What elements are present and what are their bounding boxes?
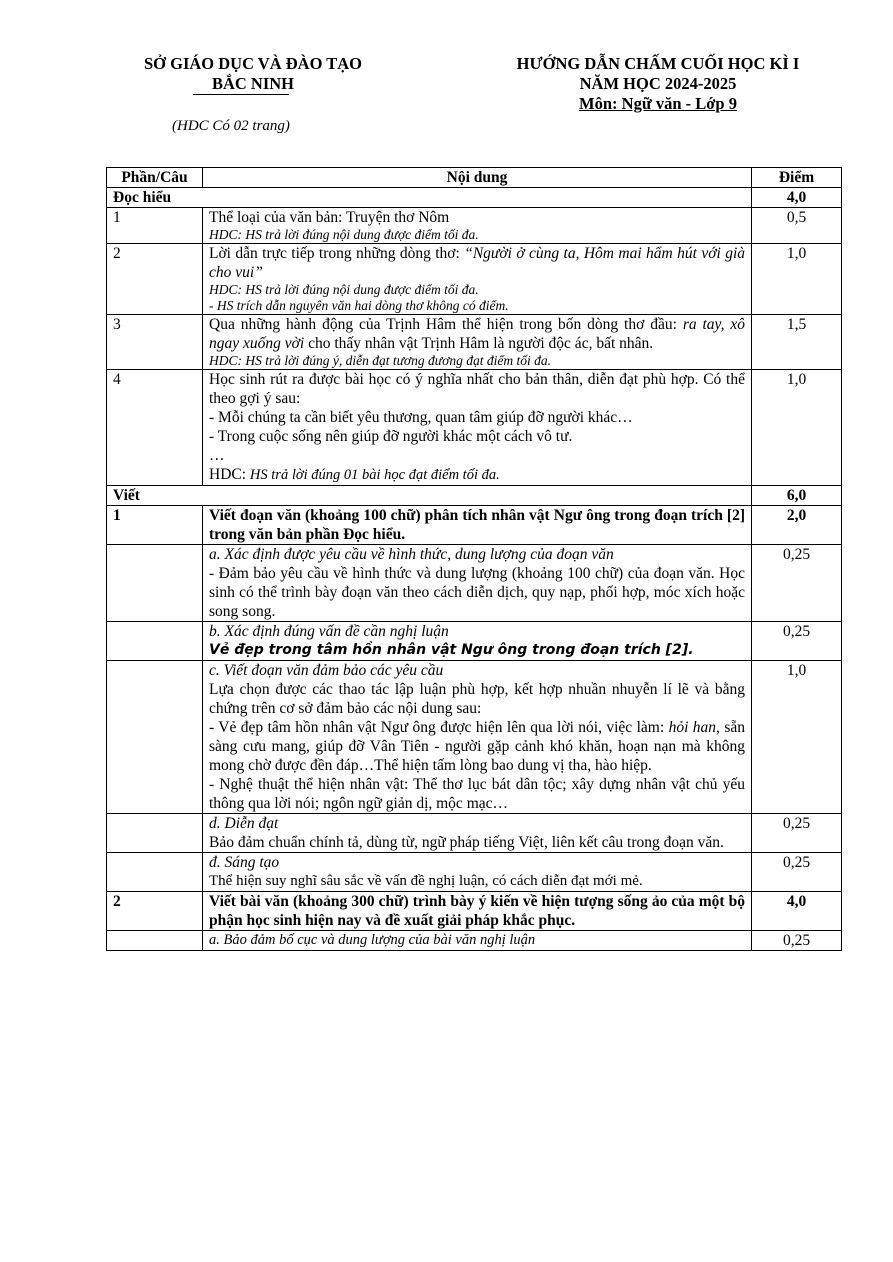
poem-quote: “Người ở cùng ta, Hôm mai hẩm hút với già cho vui”: [209, 245, 745, 281]
table-row: [107, 814, 842, 853]
question-number: 2: [107, 892, 203, 931]
document-title: [478, 54, 838, 114]
criterion-score: 0,25: [752, 545, 842, 622]
question-score: 0,5: [752, 208, 842, 244]
question-score: 1,0: [752, 244, 842, 315]
criterion-score: 0,25: [752, 622, 842, 661]
grading-note: HDC: HS trả lời đúng nội dung được điểm tối đa.: [209, 227, 479, 242]
page-count-note: (HDC Có 02 trang): [172, 118, 290, 134]
criterion-content: [203, 853, 752, 892]
subject-line: [478, 94, 838, 114]
grading-note-prefix: HDC:: [209, 466, 250, 483]
question-score: 1,5: [752, 315, 842, 370]
criterion-text: Thể hiện suy nghĩ sâu sắc về vấn đề nghị luận, có cách diễn đạt mới mẻ.: [209, 873, 643, 889]
criterion-content: [203, 931, 752, 951]
answer-text: Lời dẫn trực tiếp trong những dòng thơ:: [209, 245, 465, 262]
criterion-content: [203, 545, 752, 622]
section-score: 6,0: [752, 486, 842, 506]
table-row: [107, 545, 842, 622]
criterion-text: Lựa chọn được các thao tác lập luận phù hợp, kết hợp nhuần nhuyễn lí lẽ và bằng chứng trên cơ sở đảm bảo các nội dung sau:: [209, 681, 745, 717]
table-row: [107, 931, 842, 951]
criterion-title: a. Xác định được yêu cầu về hình thức, dung lượng của đoạn văn: [209, 546, 614, 563]
criterion-title: d. Diễn đạt: [209, 815, 279, 832]
table-row: [107, 661, 842, 814]
answer-text: …: [209, 447, 225, 464]
question-score: 4,0: [752, 892, 842, 931]
criterion-text: , sẵn sàng cưu mang, giúp đỡ Vân Tiên - người gặp cảnh khó khăn, hoạn nạn mà không mong chờ được đền đáp…Thể hiện tấm lòng bao dung vị tha, hào hiệp.: [209, 719, 745, 774]
question-content: [203, 315, 752, 370]
table-header-row: [107, 168, 842, 188]
header-part: Phần/Câu: [107, 168, 203, 188]
subject-text: Môn: Ngữ văn - Lớp 9: [579, 94, 737, 113]
criterion-text: - Vẻ đẹp tâm hồn nhân vật Ngư ông được hiện lên qua lời nói, việc làm:: [209, 719, 669, 736]
grading-note: HS trả lời đúng 01 bài học đạt điểm tối đa.: [249, 467, 500, 483]
question-content: [203, 370, 752, 486]
answer-text: - Mỗi chúng ta cần biết yêu thương, quan tâm giúp đỡ người khác…: [209, 409, 633, 426]
answer-text: cho thấy nhân vật Trịnh Hâm là người độc ác, bất nhân.: [304, 335, 654, 352]
answer-text: Qua những hành động của Trịnh Hâm thể hiện trong bốn dòng thơ đầu:: [209, 316, 683, 333]
grading-note: HDC: HS trả lời đúng nội dung được điểm tối đa.: [209, 282, 479, 297]
criterion-text: - Đảm bảo yêu cầu về hình thức và dung lượng (khoảng 100 chữ) của đoạn văn. Học sinh có thể trình bày đoạn văn theo cách diễn dịch, quy nạp, phối hợp, móc xích hoặc song song.: [209, 565, 745, 620]
table-row: [107, 892, 842, 931]
question-number: 4: [107, 370, 203, 486]
criterion-content: [203, 661, 752, 814]
question-content: [203, 208, 752, 244]
header-score: Điểm: [752, 168, 842, 188]
org-underline: [193, 94, 289, 95]
criterion-title: b. Xác định đúng vấn đề cần nghị luận: [209, 623, 449, 640]
question-number: 3: [107, 315, 203, 370]
criterion-emphasis: hỏi han: [668, 719, 717, 736]
header-content: Nội dung: [203, 168, 752, 188]
criterion-score: 0,25: [752, 814, 842, 853]
question-title: Viết bài văn (khoảng 300 chữ) trình bày ý kiến về hiện tượng sống ảo của một bộ phận học sinh hiện nay và đề xuất giải pháp khắc phục.: [203, 892, 752, 931]
question-number: 2: [107, 244, 203, 315]
question-number: 1: [107, 506, 203, 545]
table-row: [107, 622, 842, 661]
section-label: Viết: [107, 486, 752, 506]
criterion-score: 1,0: [752, 661, 842, 814]
answer-text: Học sinh rút ra được bài học có ý nghĩa nhất cho bản thân, diễn đạt phù hợp. Có thể theo gợi ý sau:: [209, 371, 745, 407]
question-title: Viết đoạn văn (khoảng 100 chữ) phân tích nhân vật Ngư ông trong đoạn trích [2] trong văn bản phần Đọc hiểu.: [203, 506, 752, 545]
table-row: [107, 853, 842, 892]
table-row: [107, 315, 842, 370]
issuing-organization: [108, 54, 398, 94]
question-score: 1,0: [752, 370, 842, 486]
answer-text: Thể loại của văn bản: Truyện thơ Nôm: [209, 209, 450, 226]
org-line-2: BẮC NINH: [211, 74, 295, 93]
question-number: 1: [107, 208, 203, 244]
section-label: Đọc hiểu: [107, 188, 752, 208]
answer-emphasis: ra tay, xô ngay xuống vời: [209, 316, 745, 352]
question-score: 2,0: [752, 506, 842, 545]
criterion-text: Vẻ đẹp trong tâm hồn nhân vật Ngư ông trong đoạn trích [2].: [209, 642, 694, 658]
criterion-title: c. Viết đoạn văn đảm bảo các yêu cầu: [209, 662, 444, 679]
criterion-score: 0,25: [752, 853, 842, 892]
section-score: 4,0: [752, 188, 842, 208]
criterion-text: Bảo đảm chuẩn chính tả, dùng từ, ngữ pháp tiếng Việt, liên kết câu trong đoạn văn.: [209, 834, 724, 851]
grading-table: [106, 167, 842, 951]
criterion-title: a. Bảo đảm bố cục và dung lượng của bài văn nghị luận: [209, 932, 536, 948]
criterion-content: [203, 622, 752, 661]
answer-text: - Trong cuộc sống nên giúp đỡ người khác một cách vô tư.: [209, 428, 573, 445]
org-line-1: SỞ GIÁO DỤC VÀ ĐÀO TẠO: [143, 54, 363, 73]
criterion-content: [203, 814, 752, 853]
criterion-text: - Nghệ thuật thể hiện nhân vật: Thể thơ lục bát dân tộc; xây dựng nhân vật chủ yếu thông qua lời nói; ngôn ngữ giản dị, mộc mạc…: [209, 776, 745, 812]
question-content: [203, 244, 752, 315]
section-row-doc-hieu: [107, 188, 842, 208]
title-line-1: HƯỚNG DẪN CHẤM CUỐI HỌC KÌ I: [516, 54, 800, 73]
criterion-score: 0,25: [752, 931, 842, 951]
grading-note: HDC: HS trả lời đúng ý, diễn đạt tương đương đạt điểm tối đa.: [209, 353, 551, 368]
table-row: [107, 244, 842, 315]
section-row-viet: [107, 486, 842, 506]
table-row: [107, 506, 842, 545]
criterion-title: đ. Sáng tạo: [209, 854, 280, 871]
grading-note: - HS trích dẫn nguyên văn hai dòng thơ không có điểm.: [209, 298, 509, 313]
title-line-2: NĂM HỌC 2024-2025: [579, 74, 737, 93]
table-row: [107, 208, 842, 244]
table-row: [107, 370, 842, 486]
